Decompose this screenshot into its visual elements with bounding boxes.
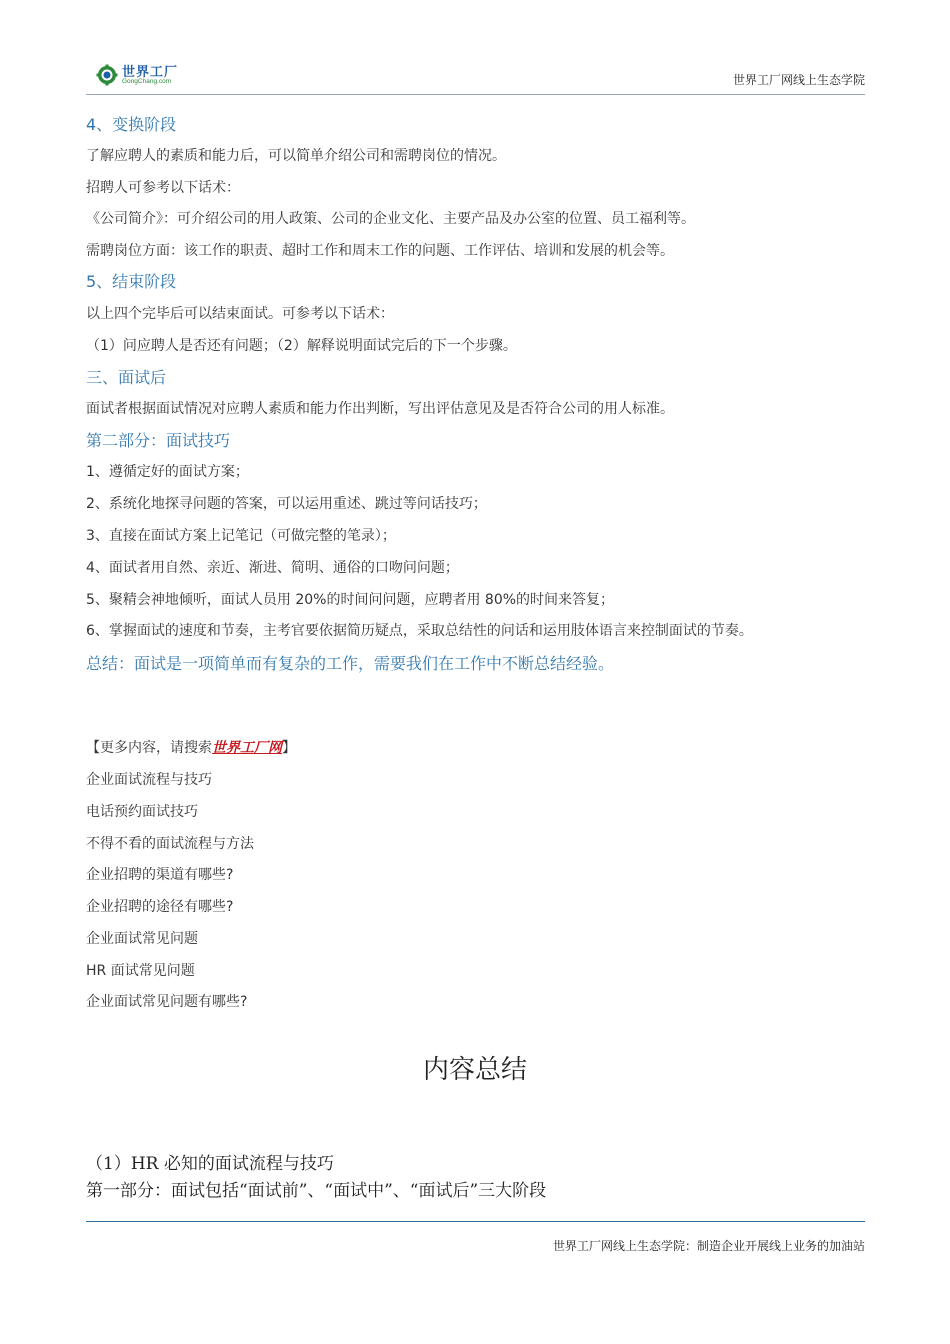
list-item: 3、直接在面试方案上记笔记（可做完整的笔录）；: [86, 528, 396, 544]
heading-end-stage: 5、结束阶段: [86, 272, 177, 291]
more-suffix: 】: [282, 740, 296, 756]
section-title: 内容总结: [422, 1055, 527, 1085]
footer-divider: [86, 1221, 865, 1222]
paragraph: 《公司简介》：可介绍公司的用人政策、公司的企业文化、主要产品及办公室的位置、员工福利等。: [86, 211, 695, 227]
list-item: 6、掌握面试的速度和节奏，主考官要依据简历疑点，采取总结性的问话和运用肢体语言来控制面试的节奏。: [86, 623, 753, 639]
more-prefix: 【更多内容，请搜索: [86, 740, 212, 756]
list-item: 2、系统化地探寻问题的答案，可以运用重述、跳过等问话技巧；: [86, 496, 487, 512]
related-link[interactable]: 不得不看的面试流程与方法: [86, 836, 254, 852]
paragraph: 招聘人可参考以下话术：: [86, 180, 240, 196]
page-header: [86, 58, 865, 95]
related-link[interactable]: 企业面试常见问题: [86, 931, 198, 947]
paragraph: （1）问应聘人是否还有问题；（2）解释说明面试完后的下一个步骤。: [86, 338, 517, 354]
gear-globe-icon: [96, 64, 118, 86]
logo-text-en: GongChang.com: [122, 77, 172, 85]
footer-text: 世界工厂网线上生态学院：制造企业开展线上业务的加油站: [552, 1239, 865, 1253]
related-link[interactable]: 企业招聘的渠道有哪些?: [86, 867, 234, 883]
heading-part-two: 第二部分：面试技巧: [86, 431, 231, 450]
paragraph: 面试者根据面试情况对应聘人素质和能力作出判断，写出评估意见及是否符合公司的用人标准。: [86, 401, 674, 417]
related-link[interactable]: 企业面试流程与技巧: [86, 772, 212, 788]
heading-transform-stage: 4、变换阶段: [86, 115, 177, 134]
paragraph: 以上四个完毕后可以结束面试。可参考以下话术：: [86, 306, 394, 322]
list-item: 4、面试者用自然、亲近、渐进、简明、通俗的口吻问问题；: [86, 560, 459, 576]
related-link[interactable]: 企业面试常见问题有哪些?: [86, 994, 248, 1010]
summary-line: 第一部分：面试包括“面试前”、“面试中”、“面试后”三大阶段: [86, 1181, 547, 1201]
paragraph: 了解应聘人的素质和能力后，可以简单介绍公司和需聘岗位的情况。: [86, 148, 506, 164]
related-link[interactable]: 电话预约面试技巧: [86, 804, 198, 820]
brand-link[interactable]: 世界工厂网: [212, 740, 282, 756]
summary-line: （1）HR 必知的面试流程与技巧: [86, 1154, 334, 1174]
list-item: 5、聚精会神地倾听，面试人员用 20%的时间问问题，应聘者用 80%的时间来答复；: [86, 592, 615, 608]
more-content-prompt: [86, 741, 296, 755]
header-title: 世界工厂网线上生态学院: [732, 73, 865, 87]
summary-text: 总结：面试是一项简单而有复杂的工作，需要我们在工作中不断总结经验。: [86, 654, 615, 673]
list-item: 1、遵循定好的面试方案；: [86, 464, 249, 480]
logo-text-cn: 世界工厂: [122, 63, 179, 79]
heading-after-interview: 三、面试后: [86, 368, 167, 387]
related-link[interactable]: 企业招聘的途径有哪些?: [86, 899, 234, 915]
related-link[interactable]: HR 面试常见问题: [86, 963, 195, 979]
logo: [96, 62, 178, 88]
paragraph: 需聘岗位方面：该工作的职责、超时工作和周末工作的问题、工作评估、培训和发展的机会等。: [86, 243, 674, 259]
